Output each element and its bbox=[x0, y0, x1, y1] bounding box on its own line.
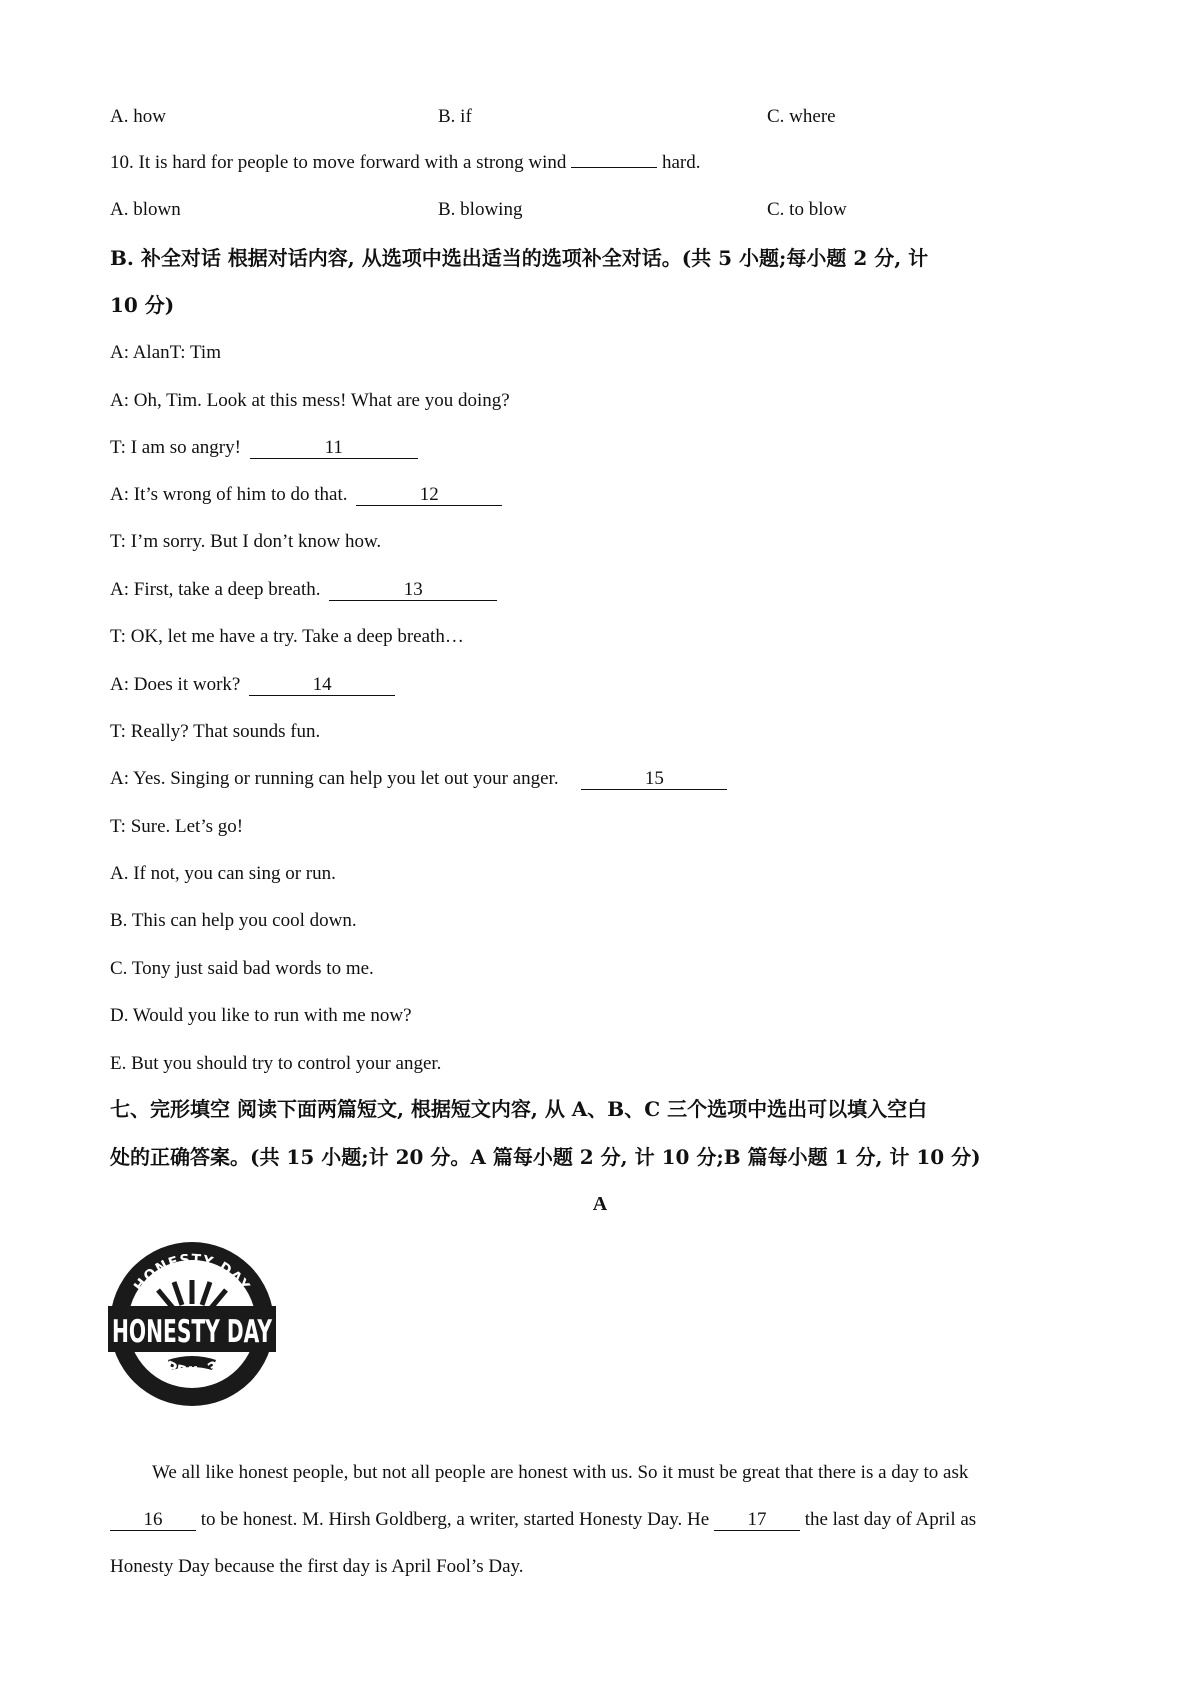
q9-option-a: A. how bbox=[110, 106, 166, 127]
dialogue-line bbox=[110, 389, 510, 413]
choice-c: C. Tony just said bad words to me. bbox=[110, 958, 374, 979]
dialogue-text: A: Yes. Singing or running can help you let out your anger. bbox=[110, 768, 559, 789]
dialogue-line bbox=[110, 436, 418, 460]
dialogue-text: A: First, take a deep breath. bbox=[110, 579, 321, 600]
choice-e: E. But you should try to control your anger. bbox=[110, 1053, 442, 1074]
q9-option-b: B. if bbox=[438, 106, 472, 127]
blank-14: 14 bbox=[249, 675, 395, 696]
section-7-heading-line1: 七、完形填空 阅读下面两篇短文, 根据短文内容, 从 A、B、C 三个选项中选出可以填入空白 bbox=[110, 1097, 928, 1121]
logo-bottom-text: APRIL 30 bbox=[151, 1351, 233, 1382]
dialogue-line bbox=[110, 483, 502, 507]
q10-option-a: A. blown bbox=[110, 199, 181, 220]
dialogue-line bbox=[110, 673, 395, 697]
logo-top-text: HONESTY DAY bbox=[131, 1251, 253, 1295]
dialogue-text: T: I’m sorry. But I don’t know how. bbox=[110, 531, 382, 552]
passage-text: to be honest. M. Hirsh Goldberg, a writer, started Honesty Day. He bbox=[200, 1509, 710, 1530]
dialogue-line bbox=[110, 815, 243, 839]
passage-line-3: Honesty Day because the first day is April Fool’s Day. bbox=[110, 1556, 524, 1577]
q10-option-b: B. blowing bbox=[438, 199, 523, 220]
blank-16: 16 bbox=[110, 1510, 196, 1531]
dialogue-line bbox=[110, 530, 381, 554]
dialogue-line bbox=[110, 578, 497, 602]
passage-line-2 bbox=[110, 1508, 976, 1532]
dialogue-text: T: OK, let me have a try. Take a deep breath… bbox=[110, 626, 464, 647]
choice-b: B. This can help you cool down. bbox=[110, 910, 357, 931]
dialogue-line bbox=[110, 720, 320, 744]
dialogue-line bbox=[110, 767, 727, 791]
passage-label: A bbox=[592, 1193, 608, 1215]
q10-stem-after: hard. bbox=[661, 152, 701, 173]
blank-13: 13 bbox=[329, 580, 497, 601]
q10-stem bbox=[110, 151, 700, 175]
section-b-heading-line2: 10 分) bbox=[110, 293, 175, 317]
dialogue-text: A: It’s wrong of him to do that. bbox=[110, 484, 348, 505]
dialogue-text: T: I am so angry! bbox=[110, 437, 241, 458]
q10-option-c: C. to blow bbox=[767, 199, 847, 220]
q10-blank bbox=[571, 167, 657, 168]
choice-a: A. If not, you can sing or run. bbox=[110, 863, 336, 884]
q10-stem-before: 10. It is hard for people to move forward with a strong wind bbox=[110, 152, 567, 173]
passage-line-1: We all like honest people, but not all people are honest with us. So it must be great that there is a day to ask bbox=[152, 1462, 969, 1483]
blank-12: 12 bbox=[356, 485, 502, 506]
dialogue-text: A: Oh, Tim. Look at this mess! What are you doing? bbox=[110, 390, 510, 411]
dialogue-text: T: Sure. Let’s go! bbox=[110, 816, 244, 837]
q9-option-c: C. where bbox=[767, 106, 836, 127]
dialogue-text: A: Does it work? bbox=[110, 674, 241, 695]
choice-d: D. Would you like to run with me now? bbox=[110, 1005, 412, 1026]
section-7-heading-line2: 处的正确答案。(共 15 小题;计 20 分。A 篇每小题 2 分, 计 10 分;B 篇每小题 1 分, 计 10 分) bbox=[110, 1145, 981, 1169]
logo-main-text: HONESTY DAY bbox=[112, 1314, 273, 1350]
blank-11: 11 bbox=[250, 438, 418, 459]
dialogue-line bbox=[110, 625, 464, 649]
passage-text: the last day of April as bbox=[804, 1509, 977, 1530]
dialogue-text: T: Really? That sounds fun. bbox=[110, 721, 321, 742]
dialogue-speakers: A: AlanT: Tim bbox=[110, 342, 221, 363]
blank-15: 15 bbox=[581, 769, 727, 790]
section-b-heading-line1: B. 补全对话 根据对话内容, 从选项中选出适当的选项补全对话。(共 5 小题;每小题 2 分, 计 bbox=[110, 246, 929, 270]
honesty-day-logo bbox=[108, 1240, 276, 1408]
blank-17: 17 bbox=[714, 1510, 800, 1531]
